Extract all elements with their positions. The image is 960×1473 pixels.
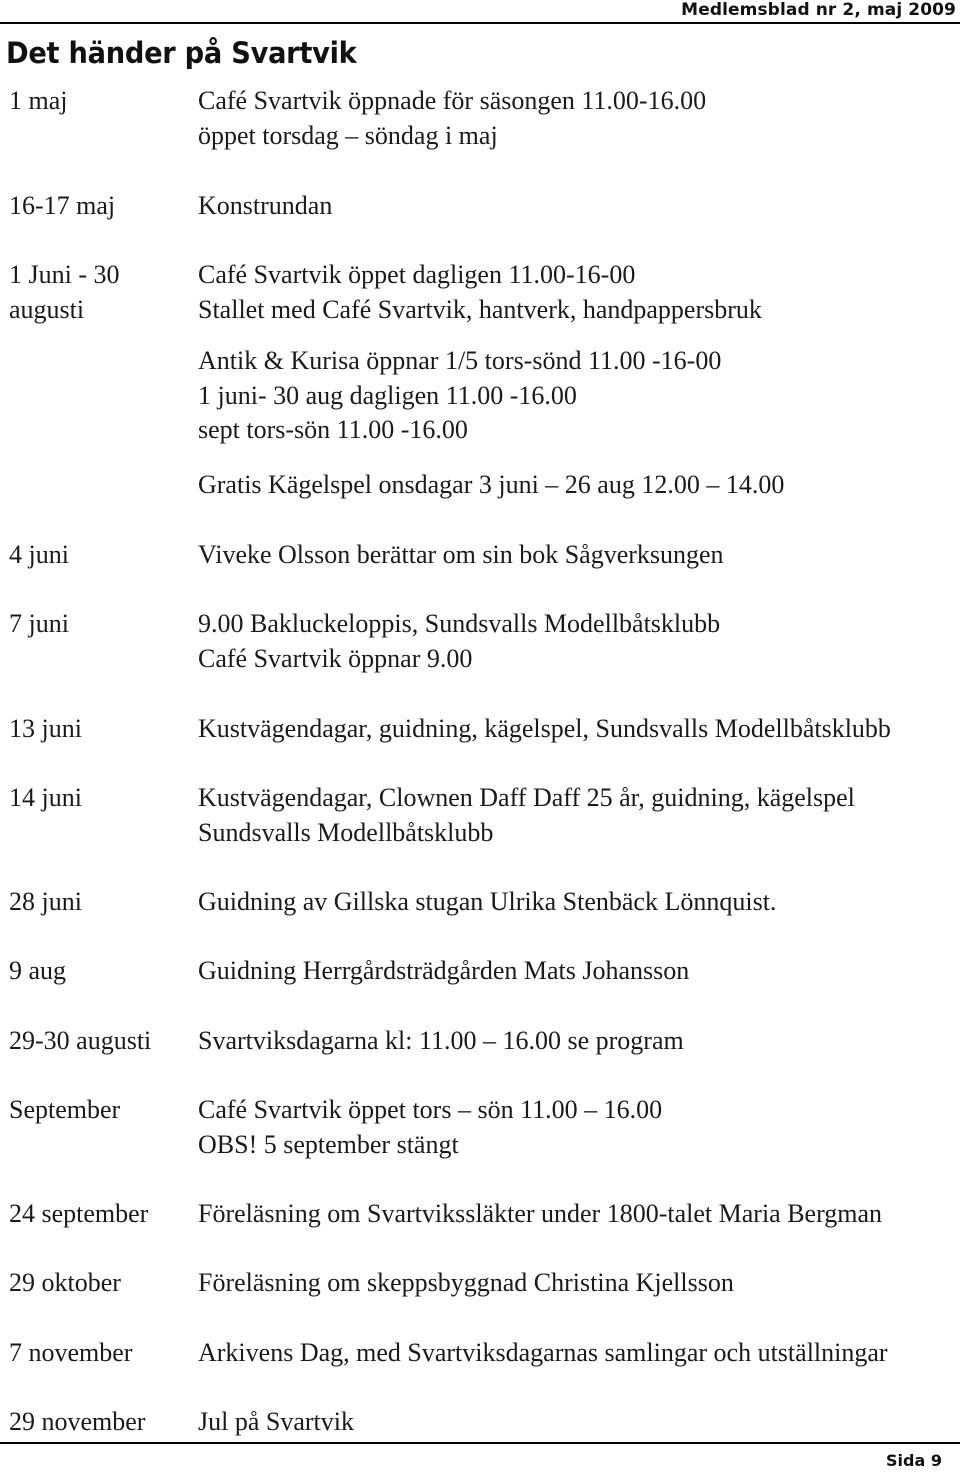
event-description: Kustvägendagar, Clownen Daff Daff 25 år, guidning, kägelspel (198, 783, 855, 812)
event-description: Café Svartvik öppet tors – sön 11.00 – 16.00 (198, 1095, 663, 1124)
event-description: Kustvägendagar, guidning, kägelspel, Sundsvalls Modellbåtsklubb (198, 714, 891, 743)
header-rule (0, 22, 960, 24)
event-description: Café Svartvik öppnade för säsongen 11.00-16.00 (198, 86, 707, 115)
event-date: 13 juni (9, 714, 82, 743)
event-description: Svartviksdagarna kl: 11.00 – 16.00 se program (198, 1026, 684, 1055)
event-date: 4 juni (9, 540, 69, 569)
event-description: Föreläsning om Svartvikssläkter under 1800-talet Maria Bergman (198, 1199, 883, 1228)
event-description: Stallet med Café Svartvik, hantverk, handpappersbruk (198, 294, 762, 324)
newsletter-issue: Medlemsblad nr 2, maj 2009 (681, 0, 956, 20)
event-date: 29 november (9, 1407, 146, 1436)
event-description: Konstrundan (198, 191, 333, 220)
event-date: 7 juni (9, 609, 69, 638)
event-date: 16-17 maj (9, 191, 116, 220)
event-date: 29 oktober (9, 1268, 121, 1297)
footer-rule (0, 1442, 960, 1444)
event-description: Arkivens Dag, med Svartviksdagarnas samlingar och utställningar (198, 1338, 888, 1367)
event-description: Sundsvalls Modellbåtsklubb (198, 817, 494, 847)
event-description: 1 juni- 30 aug dagligen 11.00 -16.00 (198, 380, 577, 410)
event-description: Guidning av Gillska stugan Ulrika Stenbäck Lönnquist. (198, 887, 777, 916)
event-description: sept tors-sön 11.00 -16.00 (198, 415, 468, 444)
event-description: Gratis Kägelspel onsdagar 3 juni – 26 aug 12.00 – 14.00 (198, 470, 785, 499)
event-description: 9.00 Bakluckeloppis, Sundsvalls Modellbåtsklubb (198, 609, 721, 638)
event-date: 9 aug (9, 956, 67, 985)
event-description: Café Svartvik öppnar 9.00 (198, 643, 473, 673)
event-description: Jul på Svartvik (198, 1407, 354, 1436)
event-description: Föreläsning om skeppsbyggnad Christina Kjellsson (198, 1268, 734, 1297)
event-date: 29-30 augusti (9, 1026, 152, 1055)
event-date: 7 november (9, 1338, 133, 1367)
page-title: Det händer på Svartvik (6, 36, 357, 70)
event-date: 24 september (9, 1199, 149, 1228)
event-description: Guidning Herrgårdsträdgården Mats Johansson (198, 956, 690, 985)
event-date: 14 juni (9, 783, 82, 812)
event-description: Antik & Kurisa öppnar 1/5 tors-sönd 11.00 -16-00 (198, 346, 722, 375)
event-description: Viveke Olsson berättar om sin bok Sågverksungen (198, 540, 724, 569)
page-number: Sida 9 (886, 1451, 942, 1470)
event-description: öppet torsdag – söndag i maj (198, 120, 498, 150)
event-description: OBS! 5 september stängt (198, 1129, 459, 1159)
event-date: 1 maj (9, 86, 68, 115)
event-description: Café Svartvik öppet dagligen 11.00-16-00 (198, 260, 636, 289)
event-date: September (9, 1095, 121, 1124)
event-date: 1 Juni - 30 (9, 260, 120, 289)
event-date: 28 juni (9, 887, 82, 916)
event-date: augusti (9, 294, 85, 324)
